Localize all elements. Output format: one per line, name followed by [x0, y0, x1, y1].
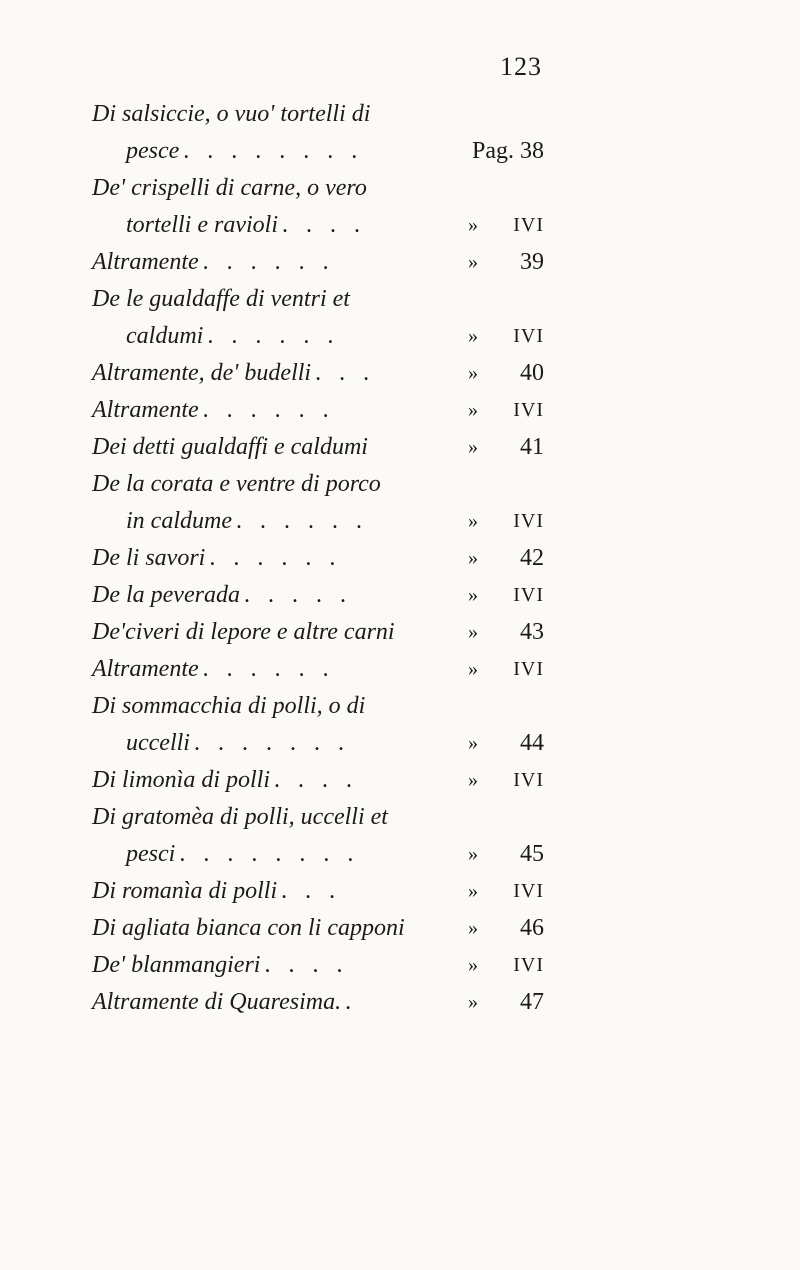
toc-line	[92, 836, 544, 873]
leader-dots: . . .	[281, 878, 342, 904]
toc-page-ref: IVI	[513, 954, 544, 976]
toc-entry-title: Altramente	[92, 656, 199, 682]
leader-dots: . . . . . .	[235, 508, 368, 534]
toc-line	[92, 466, 544, 503]
toc-entry-title: De la peverada	[92, 582, 240, 608]
ditto-mark: »	[468, 954, 478, 976]
toc-page-ref: IVI	[513, 769, 544, 791]
toc-entry-title: pesci	[126, 841, 176, 867]
toc-line	[92, 503, 544, 540]
toc-page-ref: IVI	[513, 325, 544, 347]
toc-page-ref: 42	[520, 545, 544, 571]
toc-entry-title: caldumi	[126, 323, 204, 349]
leader-dots: . . . .	[281, 212, 366, 238]
toc-entry-title: tortelli e ravioli	[126, 212, 278, 238]
toc-line	[92, 392, 544, 429]
ditto-mark: »	[468, 251, 478, 273]
toc-line	[92, 762, 544, 799]
toc-entry-title: Di agliata bianca con li capponi	[92, 915, 405, 941]
toc-page-ref: 44	[520, 730, 544, 756]
toc-line	[92, 207, 544, 244]
toc-entry-title: Di sommacchia di polli, o di	[92, 693, 366, 719]
toc-page-ref: Pag. 38	[472, 138, 544, 164]
leader-dots: . . . . .	[243, 582, 352, 608]
toc-page-ref: 45	[520, 841, 544, 867]
toc-entry-title: De la corata e ventre di porco	[92, 471, 381, 497]
toc-line	[92, 281, 544, 318]
toc-entry-title: Altramente, de' budelli	[92, 360, 312, 386]
ditto-mark: »	[468, 547, 478, 569]
ditto-mark: »	[468, 436, 478, 458]
toc-entry-title: De le gualdaffe di ventri et	[92, 286, 350, 312]
leader-dots: . . . . . .	[209, 545, 342, 571]
toc-line	[92, 540, 544, 577]
toc-line	[92, 799, 544, 836]
toc-entry-title: Di salsiccie, o vuo' tortelli di	[92, 101, 371, 127]
toc-entry-title: Altramente	[92, 249, 199, 275]
toc-line	[92, 614, 544, 651]
toc-page-ref: 41	[520, 434, 544, 460]
ditto-mark: »	[468, 584, 478, 606]
toc-entry-title: De'civeri di lepore e altre carni	[92, 619, 395, 645]
toc-entry-title: Dei detti gualdaffi e caldumi	[92, 434, 368, 460]
toc-line	[92, 429, 544, 466]
leader-dots: . . .	[315, 360, 376, 386]
toc-line	[92, 947, 544, 984]
leader-dots: . . . . . .	[202, 397, 335, 423]
toc-line	[92, 244, 544, 281]
toc-page-ref: 40	[520, 360, 544, 386]
ditto-mark: »	[468, 880, 478, 902]
toc-line	[92, 318, 544, 355]
toc-line	[92, 651, 544, 688]
toc-line	[92, 688, 544, 725]
toc-entry-title: De li savori	[92, 545, 206, 571]
toc-line	[92, 725, 544, 762]
leader-dots: . . . . . .	[207, 323, 340, 349]
toc-entry-title: in caldume	[126, 508, 232, 534]
toc-page-ref: IVI	[513, 880, 544, 902]
toc-entry-title: De' crispelli di carne, o vero	[92, 175, 367, 201]
toc-line	[92, 96, 544, 133]
toc-entry-title: Di romanìa di polli	[92, 878, 278, 904]
ditto-mark: »	[468, 362, 478, 384]
ditto-mark: »	[468, 769, 478, 791]
leader-dots: . . . .	[264, 952, 349, 978]
toc-page-ref: 46	[520, 915, 544, 941]
toc-entry-title: Di gratomèa di polli, uccelli et	[92, 804, 388, 830]
leader-dots: . . . . . . . .	[183, 138, 364, 164]
toc-page-ref: IVI	[513, 510, 544, 532]
leader-dots: . . . . . . . .	[179, 841, 360, 867]
leader-dots: . . . . . .	[202, 249, 335, 275]
toc-line	[92, 133, 544, 170]
toc-line	[92, 873, 544, 910]
toc-page-ref: IVI	[513, 658, 544, 680]
ditto-mark: »	[468, 991, 478, 1013]
toc-page-ref: IVI	[513, 214, 544, 236]
page-number: 123	[500, 52, 542, 81]
toc-entry-title: Altramente	[92, 397, 199, 423]
ditto-mark: »	[468, 399, 478, 421]
leader-dots: . . . .	[274, 767, 359, 793]
table-of-contents	[92, 96, 544, 1021]
toc-page-ref: 39	[520, 249, 544, 275]
toc-entry-title: Di limonìa di polli	[92, 767, 271, 793]
leader-dots: .	[345, 989, 358, 1015]
toc-entry-title: uccelli	[126, 730, 190, 756]
toc-entry-title: De' blanmangieri	[92, 952, 261, 978]
toc-page-ref: IVI	[513, 399, 544, 421]
leader-dots: . . . . . . .	[193, 730, 350, 756]
ditto-mark: »	[468, 325, 478, 347]
toc-line	[92, 355, 544, 392]
leader-dots: . . . . . .	[202, 656, 335, 682]
ditto-mark: »	[468, 214, 478, 236]
toc-line	[92, 170, 544, 207]
toc-line	[92, 910, 544, 947]
toc-page-ref: 43	[520, 619, 544, 645]
ditto-mark: »	[468, 621, 478, 643]
toc-entry-title: Altramente di Quaresima.	[92, 989, 342, 1015]
ditto-mark: »	[468, 917, 478, 939]
ditto-mark: »	[468, 843, 478, 865]
toc-entry-title: pesce	[126, 138, 180, 164]
ditto-mark: »	[468, 658, 478, 680]
ditto-mark: »	[468, 510, 478, 532]
toc-page-ref: IVI	[513, 584, 544, 606]
toc-line	[92, 577, 544, 614]
toc-line	[92, 984, 544, 1021]
ditto-mark: »	[468, 732, 478, 754]
toc-page-ref: 47	[520, 989, 544, 1015]
